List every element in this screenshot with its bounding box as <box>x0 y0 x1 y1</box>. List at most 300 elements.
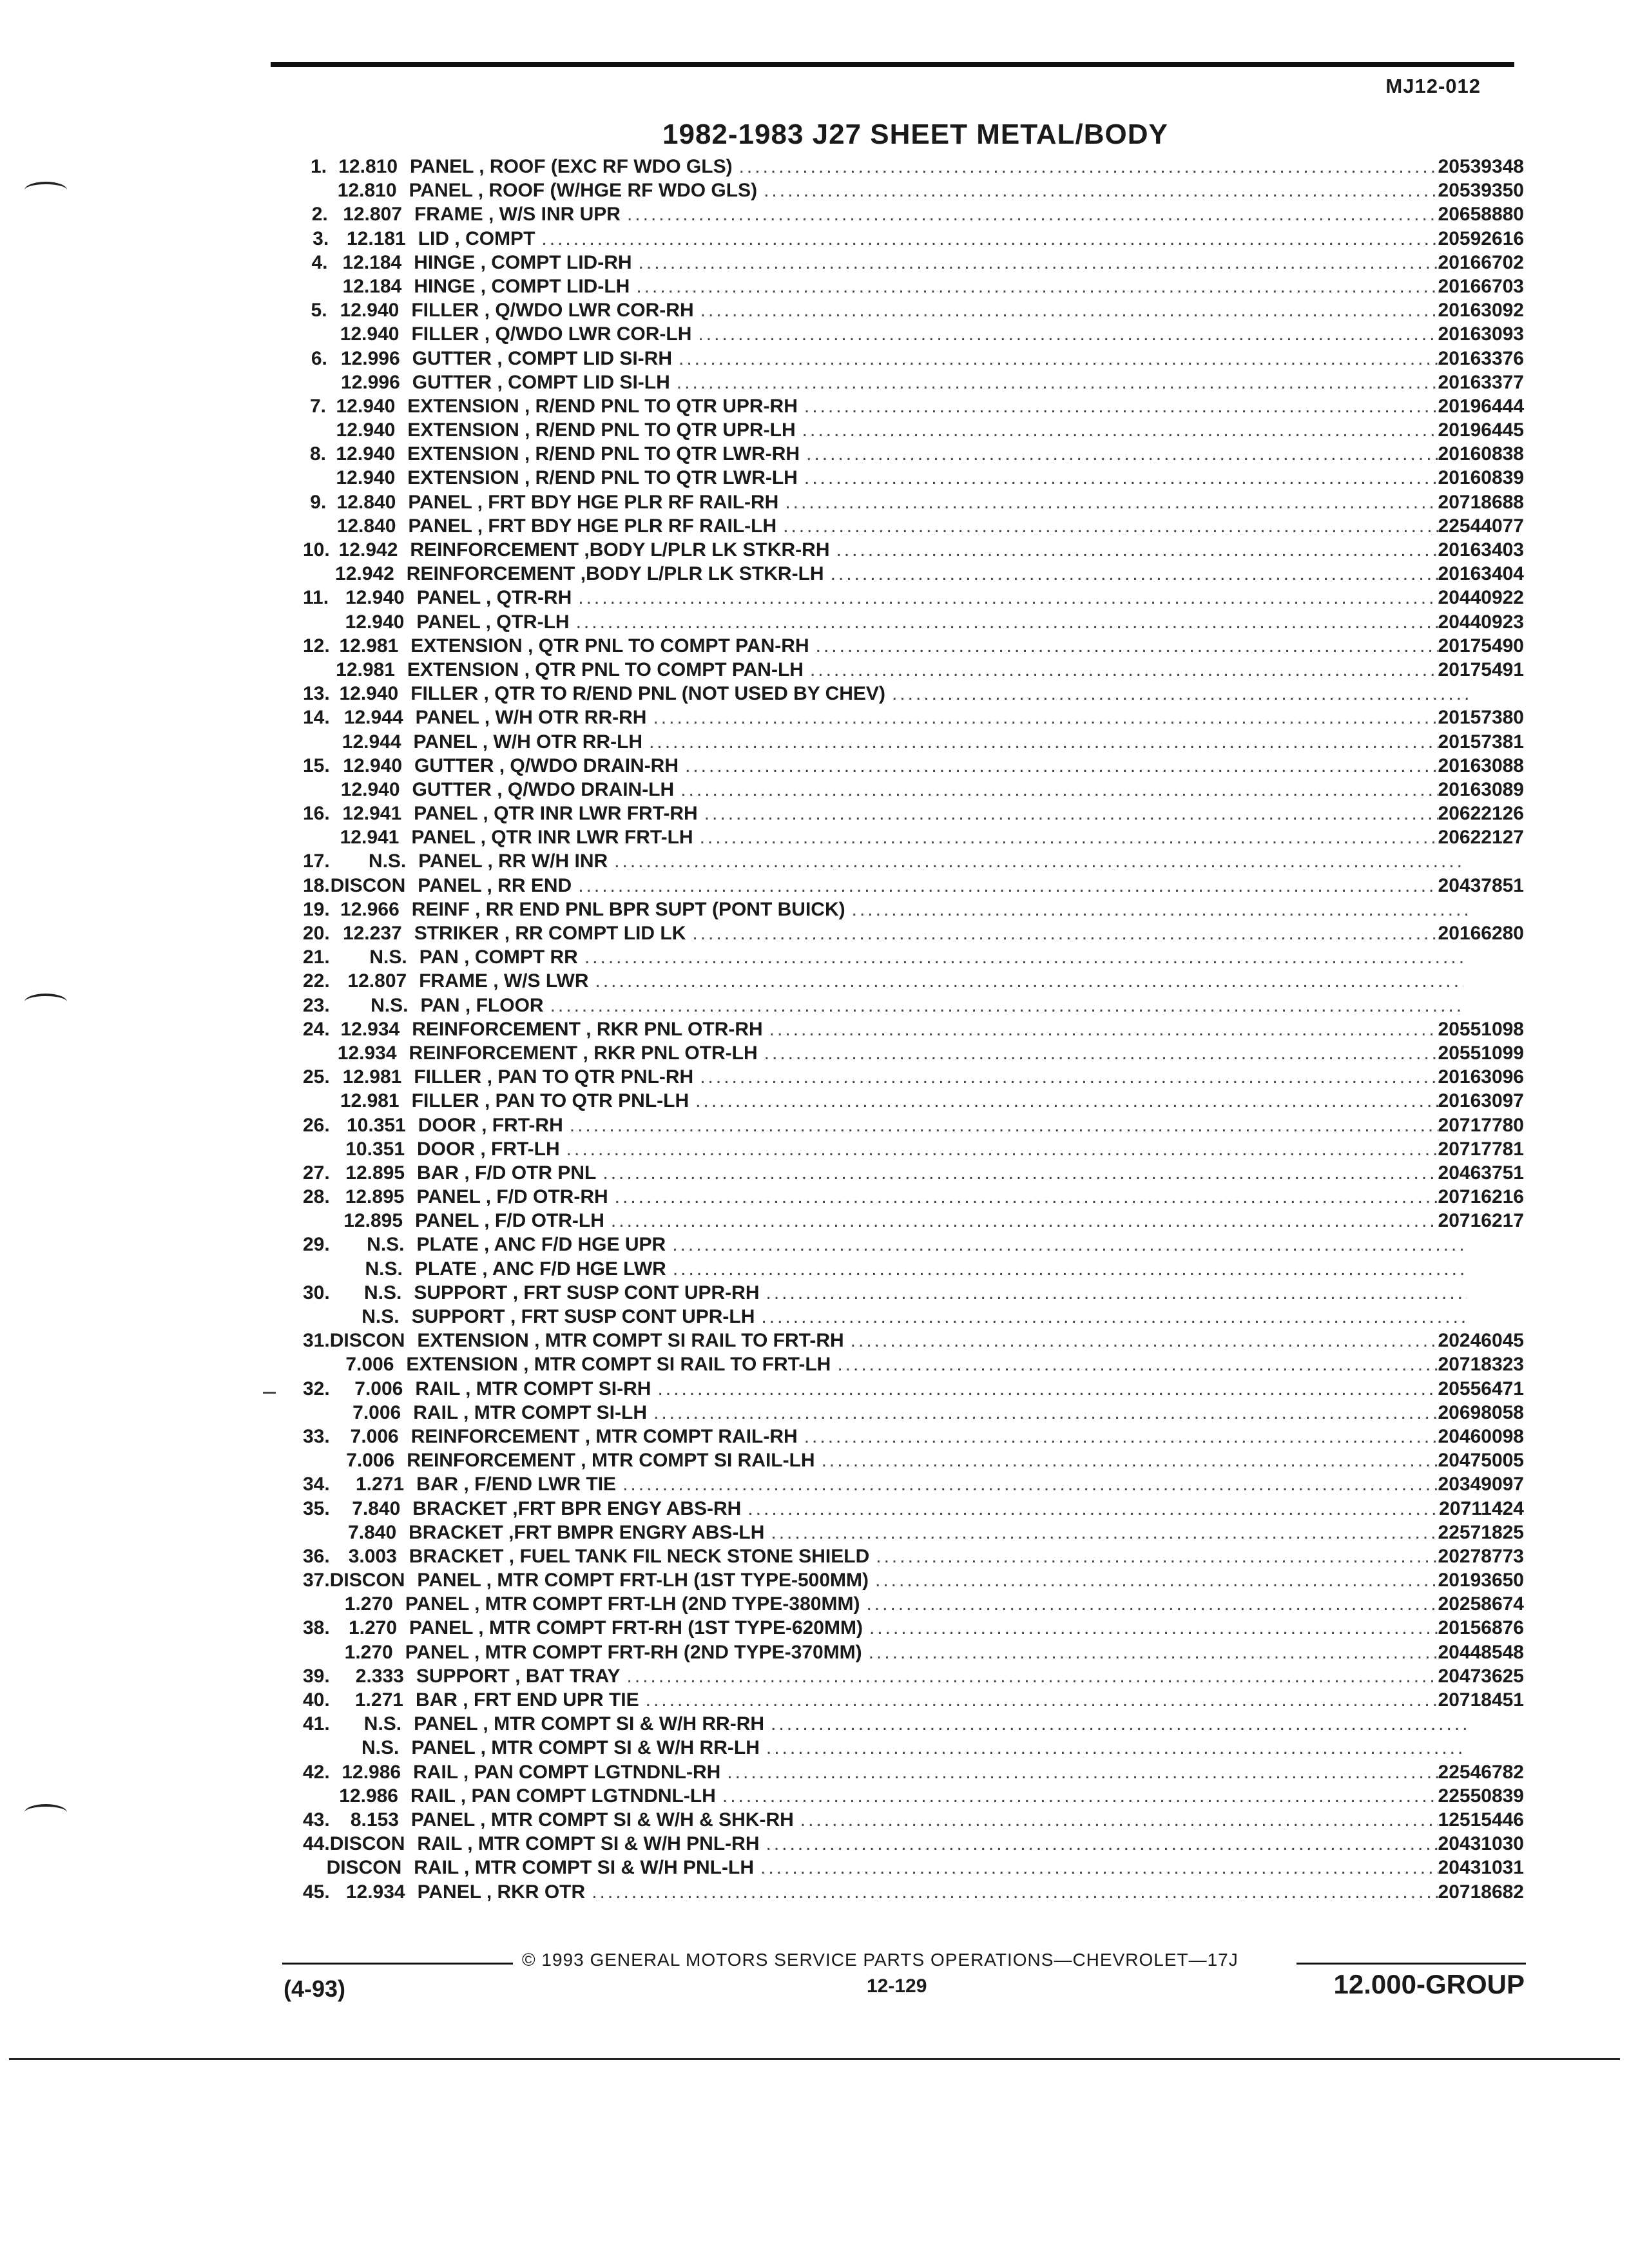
part-description-cell <box>407 394 1438 418</box>
part-description: FRAME , W/S LWR <box>419 970 589 992</box>
dot-leader <box>604 1209 1438 1233</box>
part-description: EXTENSION , R/END PNL TO QTR LWR-RH <box>407 443 800 465</box>
parts-row <box>303 490 1524 514</box>
group-number: 7.006 <box>350 1425 399 1447</box>
dot-leader <box>844 1329 1438 1352</box>
part-description-cell <box>416 1185 1438 1209</box>
part-description: RAIL , MTR COMPT SI & W/H PNL-RH <box>417 1833 760 1855</box>
part-number: 20166702 <box>1438 251 1524 273</box>
parts-row <box>303 1089 1524 1113</box>
parts-row <box>303 370 1524 394</box>
part-description-cell <box>413 1401 1438 1425</box>
part-number: 20431031 <box>1438 1857 1524 1879</box>
parts-row <box>303 1352 1524 1376</box>
reference-number: 10. <box>303 539 330 561</box>
dot-leader <box>616 1472 1438 1496</box>
dot-leader <box>666 1257 1465 1281</box>
part-description-cell <box>409 1041 1438 1065</box>
parts-row <box>303 730 1524 754</box>
page-number: 12-129 <box>867 1975 927 1997</box>
dot-leader <box>691 322 1438 346</box>
group-number: 12.895 <box>345 1186 405 1208</box>
part-description: REINFORCEMENT , MTR COMPT RAIL-RH <box>410 1425 798 1447</box>
part-description: EXTENSION , MTR COMPT SI RAIL TO FRT-RH <box>417 1330 844 1352</box>
part-number: 20551099 <box>1438 1042 1524 1064</box>
part-description-cell <box>412 1089 1438 1113</box>
dot-leader <box>757 178 1438 202</box>
group-number: 12.940 <box>340 300 400 322</box>
dot-leader <box>570 610 1438 634</box>
parts-row <box>303 1808 1524 1832</box>
group-number: 2.333 <box>355 1665 404 1687</box>
reference-number: 36. <box>303 1545 330 1567</box>
group-number: 12.184 <box>342 275 402 297</box>
part-number: 20166280 <box>1438 923 1524 944</box>
reference-number: 14. <box>303 707 330 729</box>
group-number: 12.941 <box>342 803 402 825</box>
part-description: BRACKET ,FRT BPR ENGY ABS-RH <box>412 1497 742 1519</box>
part-description: EXTENSION , R/END PNL TO QTR UPR-RH <box>407 395 798 417</box>
part-description: PANEL , RR W/H INR <box>418 850 608 872</box>
part-number: 12515446 <box>1438 1809 1524 1831</box>
group-number: DISCON <box>329 1330 405 1352</box>
group-number: 12.940 <box>340 323 400 345</box>
part-description-cell <box>407 658 1438 682</box>
group-number: 12.981 <box>342 1066 402 1088</box>
part-number: 20460098 <box>1438 1425 1524 1447</box>
parts-row <box>303 227 1524 251</box>
reference-number: 18. <box>303 874 330 896</box>
dot-leader <box>670 370 1438 394</box>
part-description-cell <box>410 634 1438 658</box>
reference-number: 28. <box>303 1186 330 1208</box>
part-number: 20551098 <box>1438 1018 1524 1040</box>
part-description-cell <box>411 1736 1467 1760</box>
group-number: 12.184 <box>342 251 402 273</box>
part-description-cell <box>406 1352 1438 1376</box>
reference-number: 2. <box>311 204 328 226</box>
group-number: 10.351 <box>345 1138 405 1160</box>
reference-number: 40. <box>303 1689 330 1711</box>
dot-leader <box>815 1448 1438 1472</box>
dot-leader <box>585 1880 1438 1904</box>
group-number: 1.271 <box>355 1474 405 1495</box>
parts-row <box>303 1544 1524 1568</box>
dot-leader <box>621 1664 1438 1688</box>
reference-number: 22. <box>303 970 330 992</box>
part-description-cell <box>418 849 1463 873</box>
part-description: PANEL , MTR COMPT FRT-RH (2ND TYPE-370MM) <box>405 1641 862 1663</box>
part-description-cell <box>412 778 1438 802</box>
part-number: 20163376 <box>1438 347 1524 369</box>
part-number: 20163088 <box>1438 754 1524 776</box>
part-number: 20592616 <box>1438 227 1525 249</box>
reference-number: 32. <box>303 1378 330 1399</box>
part-description: PANEL , MTR COMPT SI & W/H RR-LH <box>411 1737 760 1759</box>
dot-leader <box>764 1521 1438 1544</box>
part-description-cell <box>418 1113 1438 1137</box>
part-description: PANEL , W/H OTR RR-LH <box>413 731 643 753</box>
group-number: N.S. <box>371 994 409 1016</box>
top-rule <box>271 62 1514 67</box>
dot-leader <box>693 825 1438 849</box>
dot-leader <box>845 898 1469 921</box>
part-description-cell <box>410 538 1438 562</box>
dot-leader <box>778 490 1438 514</box>
dot-leader <box>646 706 1438 729</box>
reference-number: 19. <box>303 898 330 920</box>
parts-row <box>303 394 1524 418</box>
group-number: 7.006 <box>345 1354 394 1376</box>
group-number: 12.986 <box>339 1785 398 1807</box>
part-number: 20175490 <box>1438 635 1524 657</box>
part-description: PLATE , ANC F/D HGE UPR <box>416 1234 666 1256</box>
dot-leader <box>754 1856 1438 1879</box>
parts-row <box>303 251 1524 274</box>
dot-leader <box>621 202 1438 226</box>
group-number: 1.270 <box>344 1641 393 1663</box>
reference-number: 27. <box>303 1162 330 1184</box>
part-description-cell <box>418 1880 1438 1904</box>
reference-number: 6. <box>311 347 327 369</box>
part-number: 20711424 <box>1439 1497 1524 1519</box>
dot-leader <box>862 1640 1438 1664</box>
page-title: 1982-1983 J27 SHEET METAL/BODY <box>662 119 1168 150</box>
document-code: MJ12-012 <box>1385 75 1481 97</box>
parts-row <box>303 466 1524 490</box>
part-number: 20163096 <box>1438 1066 1524 1088</box>
reference-number: 29. <box>303 1234 330 1256</box>
parts-row <box>303 802 1524 825</box>
part-description-cell <box>407 562 1438 586</box>
part-description-cell <box>405 1640 1438 1664</box>
parts-row <box>303 1472 1524 1496</box>
group-number: 10.351 <box>346 1114 406 1136</box>
parts-row <box>303 562 1524 586</box>
part-number: 20278773 <box>1438 1545 1524 1567</box>
parts-row <box>303 1568 1524 1592</box>
part-description: PANEL , MTR COMPT FRT-RH (1ST TYPE-620MM) <box>409 1617 863 1639</box>
part-description: FILLER , Q/WDO LWR COR-LH <box>411 323 692 345</box>
part-description: PANEL , FRT BDY HGE PLR RF RAIL-LH <box>408 515 777 537</box>
group-number: N.S. <box>369 947 407 968</box>
part-number: 20440922 <box>1438 587 1524 609</box>
parts-row <box>303 874 1524 898</box>
parts-row <box>303 634 1524 658</box>
reference-number: 7. <box>310 395 327 417</box>
part-number: 20349097 <box>1438 1474 1524 1495</box>
part-number: 20539350 <box>1438 180 1524 202</box>
group-number: 7.006 <box>346 1450 395 1472</box>
part-description-cell <box>417 1161 1438 1185</box>
part-description: PANEL , FRT BDY HGE PLR RF RAIL-RH <box>408 491 779 513</box>
dot-leader <box>800 442 1438 466</box>
parts-row <box>303 155 1524 178</box>
group-number: 12.840 <box>336 491 396 513</box>
part-description-cell <box>415 1377 1438 1401</box>
parts-row <box>303 418 1524 442</box>
parts-row <box>303 1448 1524 1472</box>
dot-leader <box>755 1305 1467 1329</box>
group-number: 12.807 <box>347 970 407 992</box>
group-number: 12.940 <box>336 419 396 441</box>
dot-leader <box>572 586 1438 610</box>
reference-number: 25. <box>303 1066 330 1088</box>
part-description-cell <box>411 298 1438 322</box>
dot-leader <box>572 874 1438 898</box>
parts-row <box>303 1281 1524 1305</box>
part-description: RAIL , MTR COMPT SI & W/H PNL-LH <box>414 1857 754 1879</box>
dot-leader <box>869 1544 1438 1568</box>
part-description: GUTTER , COMPT LID SI-RH <box>412 347 672 369</box>
part-description: PANEL , F/D OTR-RH <box>416 1186 608 1208</box>
part-number: 20716216 <box>1438 1186 1524 1208</box>
part-description-cell <box>410 155 1438 178</box>
part-number: 20157380 <box>1438 707 1524 729</box>
parts-row <box>303 347 1524 370</box>
group-number: 3.003 <box>348 1545 397 1567</box>
dot-leader <box>666 1233 1465 1256</box>
part-number: 20258674 <box>1438 1593 1524 1615</box>
parts-row <box>303 1784 1524 1808</box>
part-description: RAIL , MTR COMPT SI-RH <box>415 1378 651 1399</box>
part-description: REINFORCEMENT ,BODY L/PLR LK STKR-LH <box>406 563 824 585</box>
part-description: BRACKET ,FRT BMPR ENGRY ABS-LH <box>409 1521 765 1543</box>
part-description-cell <box>411 1808 1438 1832</box>
part-description-cell <box>409 1616 1438 1640</box>
dot-leader <box>794 1808 1438 1832</box>
part-description: PAN , FLOOR <box>420 994 544 1016</box>
part-description: SUPPORT , FRT SUSP CONT UPR-LH <box>411 1306 755 1327</box>
part-number: 20539348 <box>1438 156 1524 177</box>
reference-number: 31. <box>303 1330 330 1352</box>
part-number: 20556471 <box>1438 1378 1524 1399</box>
part-number: 20440923 <box>1438 611 1524 633</box>
part-number: 20196445 <box>1438 419 1524 441</box>
part-number: 22544077 <box>1438 515 1524 537</box>
part-description: DOOR , FRT-RH <box>418 1114 563 1136</box>
part-description-cell <box>413 1760 1438 1784</box>
part-number: 20163404 <box>1438 563 1524 585</box>
part-description: EXTENSION , R/END PNL TO QTR LWR-LH <box>407 467 798 489</box>
parts-row <box>303 754 1524 778</box>
part-description: EXTENSION , MTR COMPT SI RAIL TO FRT-LH <box>406 1354 831 1376</box>
part-number: 20475005 <box>1438 1450 1524 1472</box>
part-description: PAN , COMPT RR <box>419 947 578 968</box>
dot-leader <box>589 969 1463 993</box>
group-number: N.S. <box>361 1737 400 1759</box>
reference-number: 13. <box>303 683 330 705</box>
group-number: 12.941 <box>340 827 400 849</box>
dot-leader <box>741 1497 1439 1521</box>
part-description: REINFORCEMENT , RKR PNL OTR-RH <box>412 1018 763 1040</box>
part-number: 20718688 <box>1438 491 1524 513</box>
parts-row <box>303 610 1524 634</box>
dot-leader <box>809 634 1438 658</box>
parts-row <box>303 274 1524 298</box>
part-description: BAR , F/D OTR PNL <box>417 1162 597 1184</box>
part-description: HINGE , COMPT LID-LH <box>414 275 630 297</box>
group-number: 1.271 <box>354 1689 403 1711</box>
part-description-cell <box>416 1472 1438 1496</box>
parts-row <box>303 1041 1524 1065</box>
part-description-cell <box>414 802 1438 825</box>
part-number: 20716217 <box>1438 1210 1525 1232</box>
reference-number: 11. <box>303 587 329 609</box>
dot-leader <box>830 538 1438 562</box>
dot-leader <box>560 1137 1438 1161</box>
parts-row <box>303 969 1524 993</box>
reference-number: 1. <box>310 156 327 177</box>
part-description-cell <box>414 251 1438 274</box>
part-number: 20196444 <box>1438 395 1525 417</box>
group-number: 12.895 <box>343 1210 403 1232</box>
dot-leader <box>860 1592 1438 1616</box>
group-number: 12.237 <box>342 923 402 944</box>
reference-number: 35. <box>303 1497 330 1519</box>
part-description: PANEL , QTR-RH <box>416 587 572 609</box>
dot-leader <box>608 849 1463 873</box>
dot-leader <box>578 945 1463 969</box>
part-description-cell <box>410 682 1470 706</box>
parts-row <box>303 994 1524 1017</box>
parts-row <box>303 1377 1524 1401</box>
part-description: RAIL , PAN COMPT LGTNDNL-LH <box>410 1785 716 1807</box>
part-description: SUPPORT , BAT TRAY <box>416 1665 621 1687</box>
part-description: BRACKET , FUEL TANK FIL NECK STONE SHIELD <box>409 1545 870 1567</box>
reference-number: 16. <box>303 803 330 825</box>
binder-hole-mark <box>24 1804 67 1821</box>
part-description: PANEL , RR END <box>418 874 572 896</box>
parts-row <box>303 202 1524 226</box>
part-description: DOOR , FRT-LH <box>417 1138 560 1160</box>
group-number: 7.006 <box>352 1401 401 1423</box>
parts-row <box>303 1832 1524 1856</box>
part-description-cell <box>416 706 1438 729</box>
part-description-cell <box>407 466 1438 490</box>
part-description: PLATE , ANC F/D HGE LWR <box>414 1258 666 1280</box>
part-description-cell <box>418 227 1438 251</box>
parts-row <box>303 1640 1524 1664</box>
part-description: PANEL , MTR COMPT SI & W/H & SHK-RH <box>410 1809 794 1831</box>
dot-leader <box>672 347 1438 370</box>
group-number: DISCON <box>326 1857 402 1879</box>
part-description: PANEL , QTR-LH <box>416 611 570 633</box>
part-description-cell <box>411 825 1438 849</box>
dot-leader <box>686 921 1438 945</box>
parts-row <box>303 442 1524 466</box>
parts-row <box>303 1185 1524 1209</box>
reference-number: 45. <box>303 1881 330 1903</box>
group-number: 12.934 <box>337 1042 397 1064</box>
group-number: 12.996 <box>340 347 400 369</box>
group-number: 12.940 <box>336 395 396 417</box>
parts-row <box>303 1592 1524 1616</box>
parts-list <box>303 155 1524 1904</box>
dot-leader <box>798 394 1438 418</box>
dot-leader <box>693 1065 1438 1089</box>
part-description: PANEL , ROOF (EXC RF WDO GLS) <box>410 156 733 177</box>
part-description: PANEL , ROOF (W/HGE RF WDO GLS) <box>409 180 758 202</box>
part-description-cell <box>408 514 1438 538</box>
dot-leader <box>630 274 1438 298</box>
group-number: 12.996 <box>341 371 400 393</box>
dot-leader <box>798 466 1438 490</box>
part-number: 20658880 <box>1438 204 1524 226</box>
parts-row <box>303 1880 1524 1904</box>
part-description: HINGE , COMPT LID-RH <box>414 251 632 273</box>
dot-leader <box>720 1760 1438 1784</box>
part-description: LID , COMPT <box>418 227 535 249</box>
group-number: 12.940 <box>345 611 405 633</box>
reference-number: 17. <box>303 850 330 872</box>
group-number: 12.895 <box>345 1162 405 1184</box>
part-description-cell <box>414 1856 1438 1879</box>
parts-row <box>303 1233 1524 1256</box>
dot-leader <box>639 1688 1438 1712</box>
reference-number: 5. <box>311 300 327 322</box>
part-description-cell <box>417 586 1438 610</box>
dot-leader <box>651 1377 1438 1401</box>
group-number: 7.006 <box>354 1378 403 1399</box>
parts-row <box>303 1329 1524 1352</box>
part-description: REINFORCEMENT ,BODY L/PLR LK STKR-RH <box>410 539 830 561</box>
group-number: 12.940 <box>336 443 396 465</box>
parts-row <box>303 1425 1524 1448</box>
part-description: BAR , FRT END UPR TIE <box>415 1689 639 1711</box>
parts-row <box>303 1113 1524 1137</box>
group-number: DISCON <box>329 1570 405 1591</box>
parts-row <box>303 898 1524 921</box>
parts-row <box>303 178 1524 202</box>
group-number: 12.934 <box>340 1018 400 1040</box>
reference-number: 33. <box>303 1425 330 1447</box>
dot-leader <box>885 682 1470 706</box>
reference-number: 4. <box>311 251 328 273</box>
reference-number: 24. <box>303 1018 330 1040</box>
reference-number: 38. <box>303 1617 330 1639</box>
part-description: RAIL , PAN COMPT LGTNDNL-RH <box>413 1761 721 1783</box>
footer-rule-left <box>282 1963 513 1965</box>
dot-leader <box>689 1089 1438 1113</box>
part-description-cell <box>416 1664 1438 1688</box>
part-number: 20163093 <box>1438 323 1524 345</box>
part-number: 20163092 <box>1438 300 1524 322</box>
dot-leader <box>760 1832 1438 1856</box>
group-number: 7.840 <box>348 1521 397 1543</box>
part-number: 20246045 <box>1438 1330 1524 1352</box>
dot-leader <box>776 514 1438 538</box>
dot-leader <box>544 994 1462 1017</box>
parts-row <box>303 1616 1524 1640</box>
reference-number: 9. <box>310 491 327 513</box>
parts-row <box>303 1257 1524 1281</box>
parts-row <box>303 1401 1524 1425</box>
dot-leader <box>764 1712 1467 1736</box>
dot-leader <box>804 658 1438 682</box>
part-description-cell <box>416 610 1438 634</box>
parts-row <box>303 538 1524 562</box>
part-description: GUTTER , COMPT LID SI-LH <box>412 371 670 393</box>
part-number: 20717780 <box>1438 1114 1524 1136</box>
group-number: N.S. <box>368 850 407 872</box>
part-number: 20698058 <box>1438 1401 1524 1423</box>
part-description-cell <box>417 1329 1438 1352</box>
part-number: 20160838 <box>1438 443 1524 465</box>
group-number: 12.942 <box>338 539 398 561</box>
group-number: N.S. <box>364 1282 402 1303</box>
group-number: N.S. <box>365 1258 403 1280</box>
